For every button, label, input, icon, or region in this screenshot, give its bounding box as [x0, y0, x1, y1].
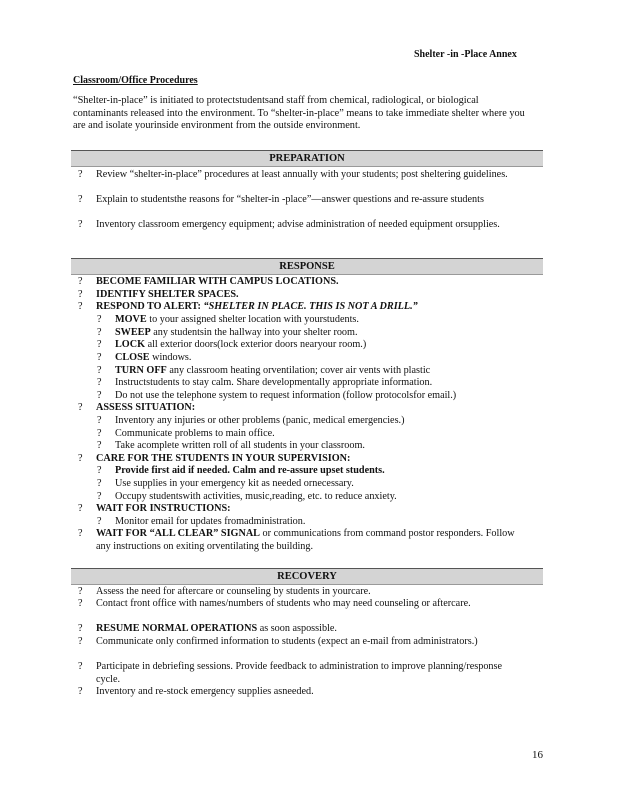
annex-title: Shelter -in -Place Annex: [414, 49, 517, 60]
list-item: ? Take acomplete written roll of all students in your classroom.: [97, 440, 365, 451]
list-item: ? Review “shelter-in-place” procedures at least annually with your students; post sheltering guidelines.: [78, 169, 508, 180]
list-item: ? Inventory and re-stock emergency supplies asneeded.: [78, 686, 314, 697]
list-item: ? Explain to studentsthe reasons for “shelter-in -place”—answer questions and re-assure students: [78, 194, 484, 205]
list-item: ? IDENTIFY SHELTER SPACES.: [78, 289, 239, 300]
intro-paragraph: “Shelter-in-place” is initiated to protectstudentsand staff from chemical, radiological, or biological contaminants released into the environment. To “shelter-in-place” means to take immediate shelter where you are and isolate yourinside environment from the outside environment.: [73, 95, 525, 132]
recovery-header: RECOVERY: [71, 568, 543, 585]
list-item: ? Communicate only confirmed information to students (expect an e-mail from administrators.): [78, 636, 478, 647]
list-item: ? Instructstudents to stay calm. Share developmentally appropriate information.: [97, 377, 433, 388]
response-header: RESPONSE: [71, 258, 543, 275]
list-item: ? Provide first aid if needed. Calm and re-assure upset students.: [97, 465, 385, 476]
list-item: ? BECOME FAMILIAR WITH CAMPUS LOCATIONS.: [78, 276, 339, 287]
list-item: ? SWEEP any studentsin the hallway into your shelter room.: [97, 327, 358, 338]
list-item: ? Communicate problems to main office.: [97, 428, 275, 439]
list-item: ? Inventory any injuries or other problems (panic, medical emergencies.): [97, 415, 405, 426]
list-item: ? MOVE to your assigned shelter location with yourstudents.: [97, 314, 359, 325]
bullet-glyph: ?: [78, 194, 83, 205]
list-item: ? WAIT FOR “ALL CLEAR” SIGNAL or communications from command postor responders. Follow any instructions on exiting orventilating the building.: [78, 528, 515, 552]
list-item: ? CLOSE windows.: [97, 352, 192, 363]
list-item: ? RESPOND TO ALERT: “SHELTER IN PLACE. THIS IS NOT A DRILL.”: [78, 301, 418, 312]
list-item: ? Assess the need for aftercare or counseling by students in yourcare.: [78, 586, 371, 597]
list-item: ? LOCK all exterior doors(lock exterior doors nearyour room.): [97, 339, 367, 350]
list-item: ? Contact front office with names/numbers of students who may need counseling or aftercare.: [78, 598, 471, 609]
list-item: ? Participate in debriefing sessions. Provide feedback to administration to improve planning/response cycle.: [78, 661, 502, 685]
list-item: ? ASSESS SITUATION:: [78, 402, 196, 413]
list-item: ? Inventory classroom emergency equipment; advise administration of needed equipment orsupplies.: [78, 219, 500, 230]
section-heading: Classroom/Office Procedures: [73, 75, 198, 86]
list-item: ? TURN OFF any classroom heating orventilation; cover air vents with plastic: [97, 365, 431, 376]
page-number: 16: [532, 749, 543, 761]
list-item: ? RESUME NORMAL OPERATIONS as soon aspossible.: [78, 623, 337, 634]
list-item: ? Use supplies in your emergency kit as needed ornecessary.: [97, 478, 354, 489]
list-item: ? Do not use the telephone system to request information (follow protocolsfor email.): [97, 390, 457, 401]
list-item: ? CARE FOR THE STUDENTS IN YOUR SUPERVISION:: [78, 453, 351, 464]
list-item: ? Occupy studentswith activities, music,reading, etc. to reduce anxiety.: [97, 491, 397, 502]
list-item: ? WAIT FOR INSTRUCTIONS:: [78, 503, 231, 514]
bullet-glyph: ?: [78, 219, 83, 230]
bullet-glyph: ?: [78, 169, 83, 180]
list-item: ? Monitor email for updates fromadministration.: [97, 516, 306, 527]
preparation-header: PREPARATION: [71, 150, 543, 167]
